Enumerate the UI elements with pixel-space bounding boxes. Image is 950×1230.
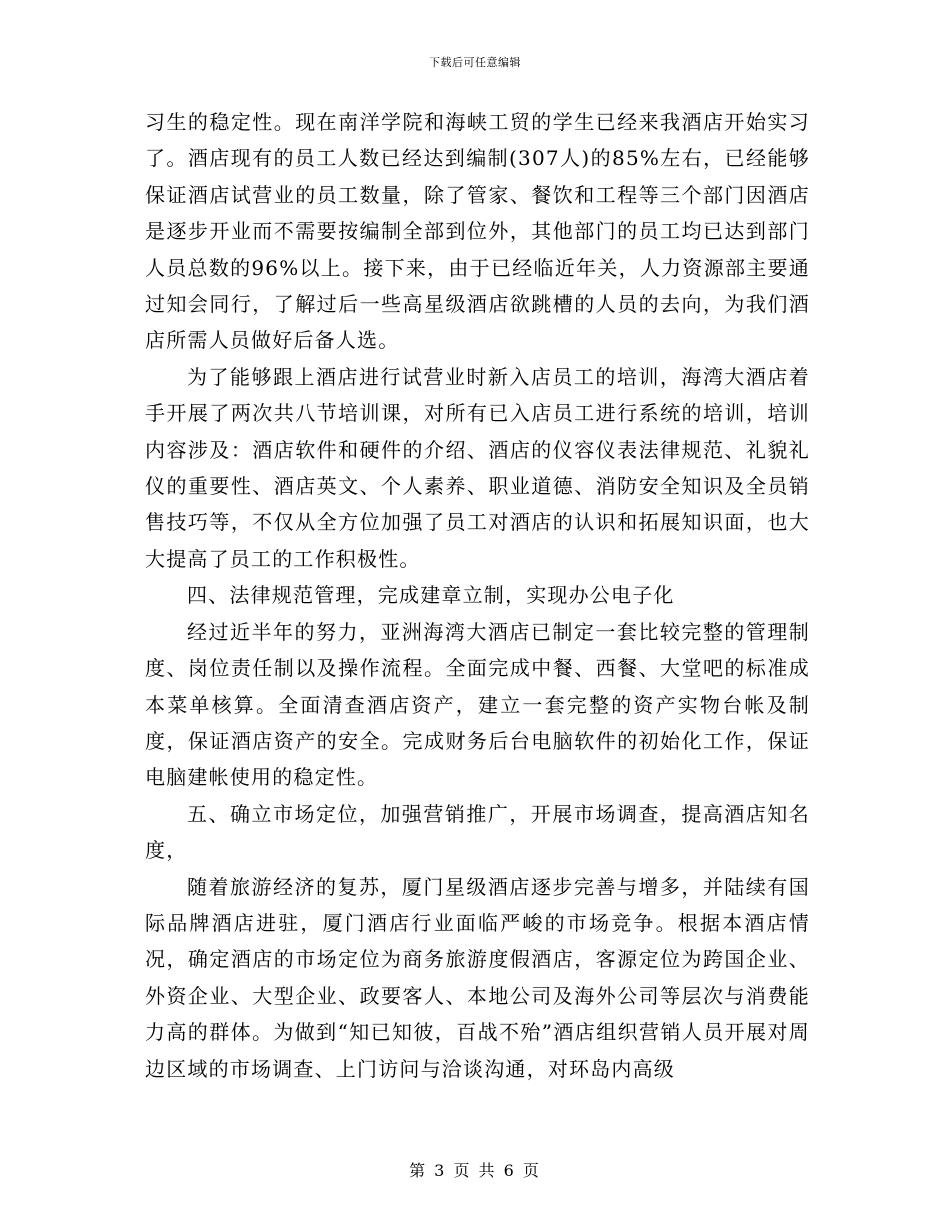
page-header: 下载后可任意编辑 [429,56,521,69]
section-heading-four: 四、法律规范管理，完成建章立制，实现办公电子化 [187,583,675,608]
paragraph-management: 经过近半年的努力，亚洲海湾大酒店已制定一套比较完整的管理制度、岗位责任制以及操作流程。全面完成中餐、西餐、大堂吧的标准成本菜单核算。全面清查酒店资产，建立一套完整的资产实物台帐及制度，保证酒店资产的安全。完成财务后台电脑软件的初始化工作，保证电脑建帐使用的稳定性。 [145,619,810,790]
paragraph-staffing: 习生的稳定性。现在南洋学院和海峡工贸的学生已经来我酒店开始实习了。酒店现有的员工人数已经达到编制(307人)的85%左右，已经能够保证酒店试营业的员工数量，除了管家、餐饮和工程等三个部门因酒店是逐步开业而不需要按编制全部到位外，其他部门的员工均已达到部门人员总数的96%以上。接下来，由于已经临近年关，人力资源部主要通过知会同行，了解过后一些高星级酒店欲跳槽的人员的去向，为我们酒店所需人员做好后备人选。 [145,110,810,353]
page-number: 第 3 页 共 6 页 [409,1161,541,1180]
section-heading-five: 五、确立市场定位，加强营销推广，开展市场调查，提高酒店知名度， [145,801,810,863]
document-body [145,104,810,1087]
paragraph-training: 为了能够跟上酒店进行试营业时新入店员工的培训，海湾大酒店着手开展了两次共八节培训课，对所有已入店员工进行系统的培训，培训内容涉及：酒店软件和硬件的介绍、酒店的仪容仪表法律规范、礼貌礼仪的重要性、酒店英文、个人素养、职业道德、消防安全知识及全员销售技巧等，不仅从全方位加强了员工对酒店的认识和拓展知识面，也大大提高了员工的工作积极性。 [145,364,810,571]
paragraph-marketing: 随着旅游经济的复苏，厦门星级酒店逐步完善与增多，并陆续有国际品牌酒店进驻，厦门酒店行业面临严峻的市场竞争。根据本酒店情况，确定酒店的市场定位为商务旅游度假酒店，客源定位为跨国企业、外资企业、大型企业、政要客人、本地公司及海外公司等层次与消费能力高的群体。为做到“知已知彼，百战不殆”酒店组织营销人员开展对周边区域的市场调查、上门访问与洽谈沟通，对环岛内高级 [145,874,810,1081]
